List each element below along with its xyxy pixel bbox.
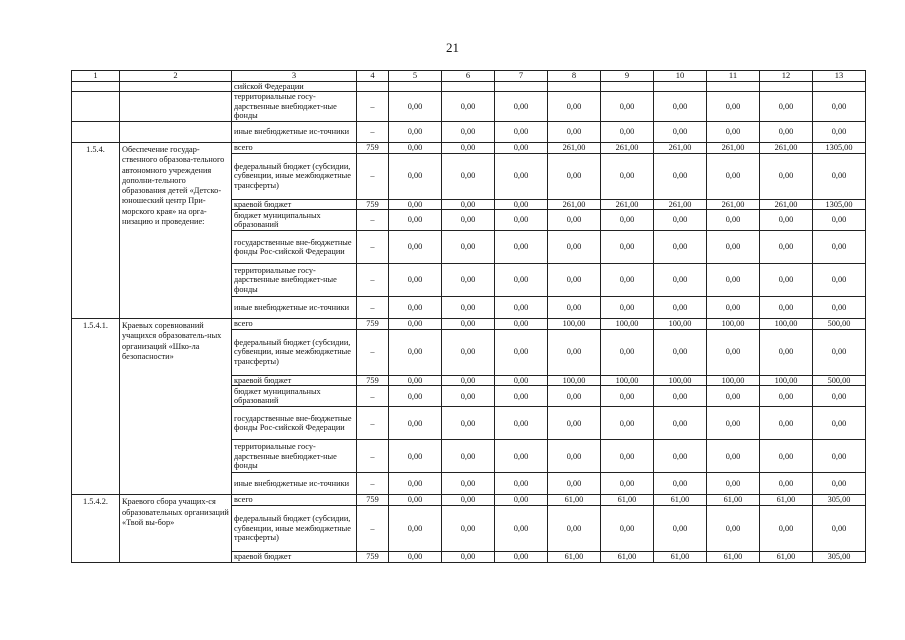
amount-cell <box>760 81 813 92</box>
amount-cell: 0,00 <box>760 231 813 264</box>
column-header: 7 <box>495 71 548 82</box>
activity-name-cell <box>120 81 232 92</box>
amount-cell: 0,00 <box>442 329 495 375</box>
section-number-cell <box>72 121 120 142</box>
funding-source-cell: федеральный бюджет (субсидии, субвенции, иные межбюджетные трансферты) <box>232 153 357 199</box>
amount-cell: 61,00 <box>654 551 707 562</box>
amount-cell: 0,00 <box>495 386 548 407</box>
funding-source-cell: федеральный бюджет (субсидии, субвенции, иные межбюджетные трансферты) <box>232 329 357 375</box>
amount-cell: 0,00 <box>601 505 654 551</box>
column-header: 13 <box>813 71 866 82</box>
amount-cell: 0,00 <box>707 505 760 551</box>
amount-cell: 500,00 <box>813 375 866 386</box>
amount-cell: 0,00 <box>495 92 548 122</box>
column-header: 3 <box>232 71 357 82</box>
amount-cell: 0,00 <box>760 505 813 551</box>
amount-cell: 0,00 <box>495 551 548 562</box>
amount-cell: 0,00 <box>707 386 760 407</box>
budget-code-cell: 759 <box>357 199 389 210</box>
amount-cell: 100,00 <box>654 375 707 386</box>
amount-cell: 0,00 <box>654 297 707 319</box>
funding-source-cell: территориальные госу-дарственные внебюджет-ные фонды <box>232 264 357 297</box>
budget-code-cell: – <box>357 264 389 297</box>
amount-cell: 0,00 <box>707 297 760 319</box>
amount-cell: 0,00 <box>495 142 548 153</box>
amount-cell: 261,00 <box>548 142 601 153</box>
budget-code-cell: – <box>357 386 389 407</box>
funding-source-cell: иные внебюджетные ис-точники <box>232 473 357 495</box>
amount-cell: 0,00 <box>442 199 495 210</box>
budget-code-cell: 759 <box>357 375 389 386</box>
amount-cell: 100,00 <box>548 375 601 386</box>
amount-cell: 61,00 <box>601 495 654 506</box>
amount-cell: 0,00 <box>548 231 601 264</box>
amount-cell: 0,00 <box>442 440 495 473</box>
amount-cell: 61,00 <box>760 551 813 562</box>
amount-cell: 0,00 <box>548 92 601 122</box>
page-number: 21 <box>446 40 459 55</box>
amount-cell: 0,00 <box>654 153 707 199</box>
amount-cell: 100,00 <box>760 375 813 386</box>
amount-cell: 0,00 <box>707 440 760 473</box>
amount-cell: 0,00 <box>548 473 601 495</box>
amount-cell: 0,00 <box>389 505 442 551</box>
funding-source-cell: иные внебюджетные ис-точники <box>232 297 357 319</box>
amount-cell <box>548 81 601 92</box>
amount-cell: 305,00 <box>813 551 866 562</box>
funding-source-cell: всего <box>232 142 357 153</box>
section-number-cell <box>72 92 120 122</box>
amount-cell: 0,00 <box>707 407 760 440</box>
amount-cell: 0,00 <box>760 386 813 407</box>
amount-cell: 261,00 <box>548 199 601 210</box>
budget-code-cell: 759 <box>357 319 389 330</box>
amount-cell: 100,00 <box>707 319 760 330</box>
funding-source-cell: федеральный бюджет (субсидии, субвенции, иные межбюджетные трансферты) <box>232 505 357 551</box>
amount-cell: 0,00 <box>389 375 442 386</box>
budget-table <box>71 70 866 563</box>
amount-cell: 61,00 <box>601 551 654 562</box>
amount-cell: 0,00 <box>495 473 548 495</box>
table-row <box>72 81 866 92</box>
amount-cell: 0,00 <box>442 386 495 407</box>
amount-cell: 0,00 <box>601 210 654 231</box>
amount-cell: 0,00 <box>760 264 813 297</box>
amount-cell: 0,00 <box>813 386 866 407</box>
amount-cell: 0,00 <box>813 329 866 375</box>
amount-cell: 0,00 <box>654 329 707 375</box>
amount-cell: 0,00 <box>707 473 760 495</box>
column-header: 10 <box>654 71 707 82</box>
amount-cell: 61,00 <box>707 551 760 562</box>
amount-cell: 0,00 <box>389 264 442 297</box>
budget-code-cell: – <box>357 297 389 319</box>
amount-cell: 0,00 <box>495 495 548 506</box>
amount-cell: 0,00 <box>548 264 601 297</box>
table-row <box>72 142 866 153</box>
amount-cell: 0,00 <box>601 440 654 473</box>
amount-cell: 0,00 <box>601 329 654 375</box>
amount-cell: 0,00 <box>707 153 760 199</box>
column-header: 12 <box>760 71 813 82</box>
column-header: 11 <box>707 71 760 82</box>
amount-cell: 0,00 <box>654 264 707 297</box>
amount-cell: 0,00 <box>495 505 548 551</box>
budget-code-cell <box>357 81 389 92</box>
amount-cell: 0,00 <box>760 210 813 231</box>
budget-code-cell: 759 <box>357 142 389 153</box>
funding-source-cell: территориальные госу-дарственные внебюджет-ные фонды <box>232 92 357 122</box>
funding-source-cell: бюджет муниципальных образований <box>232 210 357 231</box>
amount-cell: 0,00 <box>707 121 760 142</box>
amount-cell: 0,00 <box>442 297 495 319</box>
amount-cell: 0,00 <box>442 264 495 297</box>
budget-code-cell: – <box>357 440 389 473</box>
amount-cell: 261,00 <box>707 142 760 153</box>
amount-cell: 0,00 <box>442 375 495 386</box>
amount-cell: 0,00 <box>389 297 442 319</box>
funding-source-cell: всего <box>232 495 357 506</box>
funding-source-cell: государственные вне-бюджетные фонды Рос-сийской Федерации <box>232 231 357 264</box>
budget-code-cell: – <box>357 505 389 551</box>
funding-source-cell: краевой бюджет <box>232 375 357 386</box>
amount-cell: 100,00 <box>707 375 760 386</box>
budget-code-cell: 759 <box>357 551 389 562</box>
amount-cell: 0,00 <box>389 121 442 142</box>
amount-cell: 0,00 <box>813 153 866 199</box>
column-header: 5 <box>389 71 442 82</box>
amount-cell: 0,00 <box>548 329 601 375</box>
amount-cell: 0,00 <box>495 375 548 386</box>
amount-cell: 0,00 <box>760 297 813 319</box>
amount-cell: 0,00 <box>389 495 442 506</box>
amount-cell: 100,00 <box>760 319 813 330</box>
amount-cell: 0,00 <box>813 440 866 473</box>
amount-cell: 261,00 <box>601 142 654 153</box>
amount-cell: 0,00 <box>389 319 442 330</box>
amount-cell: 0,00 <box>813 297 866 319</box>
funding-source-cell: иные внебюджетные ис-точники <box>232 121 357 142</box>
table-row <box>72 495 866 506</box>
amount-cell: 0,00 <box>654 92 707 122</box>
amount-cell: 261,00 <box>760 142 813 153</box>
amount-cell: 0,00 <box>707 264 760 297</box>
amount-cell: 0,00 <box>495 231 548 264</box>
section-number-cell: 1.5.4. <box>72 142 120 318</box>
column-header: 8 <box>548 71 601 82</box>
amount-cell: 0,00 <box>389 210 442 231</box>
amount-cell: 0,00 <box>442 407 495 440</box>
amount-cell: 0,00 <box>389 231 442 264</box>
activity-name-cell: Краевых соревнований учащихся образователь-ных организаций «Шко-ла безопасности» <box>120 319 232 495</box>
column-header: 9 <box>601 71 654 82</box>
amount-cell: 0,00 <box>813 210 866 231</box>
funding-source-cell: всего <box>232 319 357 330</box>
amount-cell: 0,00 <box>495 407 548 440</box>
amount-cell: 0,00 <box>760 92 813 122</box>
amount-cell: 261,00 <box>601 199 654 210</box>
amount-cell: 0,00 <box>442 505 495 551</box>
funding-source-cell: бюджет муниципальных образований <box>232 386 357 407</box>
activity-name-cell: Краевого сбора учащих-ся образовательных организаций «Твой вы-бор» <box>120 495 232 562</box>
amount-cell: 61,00 <box>707 495 760 506</box>
amount-cell: 0,00 <box>442 231 495 264</box>
amount-cell: 0,00 <box>389 551 442 562</box>
amount-cell: 0,00 <box>548 440 601 473</box>
amount-cell: 0,00 <box>389 386 442 407</box>
amount-cell: 0,00 <box>813 264 866 297</box>
amount-cell: 100,00 <box>654 319 707 330</box>
amount-cell: 261,00 <box>654 142 707 153</box>
amount-cell: 0,00 <box>495 440 548 473</box>
amount-cell: 0,00 <box>389 92 442 122</box>
column-number-row <box>72 71 866 82</box>
activity-name-cell <box>120 121 232 142</box>
amount-cell: 0,00 <box>601 231 654 264</box>
amount-cell: 261,00 <box>760 199 813 210</box>
amount-cell: 0,00 <box>707 329 760 375</box>
amount-cell: 0,00 <box>442 121 495 142</box>
amount-cell: 100,00 <box>548 319 601 330</box>
amount-cell: 0,00 <box>442 473 495 495</box>
amount-cell: 0,00 <box>548 505 601 551</box>
amount-cell: 0,00 <box>601 121 654 142</box>
table-row <box>72 92 866 122</box>
amount-cell: 0,00 <box>495 264 548 297</box>
amount-cell: 61,00 <box>548 551 601 562</box>
amount-cell: 0,00 <box>813 407 866 440</box>
funding-source-cell: краевой бюджет <box>232 551 357 562</box>
table-row <box>72 319 866 330</box>
amount-cell: 1305,00 <box>813 142 866 153</box>
amount-cell: 305,00 <box>813 495 866 506</box>
budget-code-cell: – <box>357 210 389 231</box>
column-header: 2 <box>120 71 232 82</box>
funding-source-cell: краевой бюджет <box>232 199 357 210</box>
amount-cell: 0,00 <box>601 264 654 297</box>
amount-cell: 0,00 <box>654 210 707 231</box>
amount-cell: 0,00 <box>813 473 866 495</box>
amount-cell: 500,00 <box>813 319 866 330</box>
amount-cell <box>654 81 707 92</box>
amount-cell: 0,00 <box>760 329 813 375</box>
amount-cell: 0,00 <box>389 153 442 199</box>
amount-cell: 0,00 <box>548 153 601 199</box>
activity-name-cell: Обеспечение государ-ственного образова-тельного автономного учреждения дополни-тельного образования детей «Детско-юношеский центр При-морского края» на орга-низацию и проведение: <box>120 142 232 318</box>
amount-cell: 0,00 <box>389 199 442 210</box>
amount-cell: 0,00 <box>442 92 495 122</box>
amount-cell: 0,00 <box>495 153 548 199</box>
amount-cell: 0,00 <box>389 329 442 375</box>
amount-cell: 0,00 <box>601 473 654 495</box>
budget-code-cell: – <box>357 329 389 375</box>
amount-cell: 0,00 <box>813 121 866 142</box>
amount-cell <box>813 81 866 92</box>
amount-cell: 0,00 <box>654 121 707 142</box>
amount-cell: 0,00 <box>548 210 601 231</box>
amount-cell: 0,00 <box>654 407 707 440</box>
column-header: 1 <box>72 71 120 82</box>
amount-cell: 0,00 <box>813 231 866 264</box>
amount-cell: 0,00 <box>389 473 442 495</box>
amount-cell: 0,00 <box>548 407 601 440</box>
amount-cell: 0,00 <box>495 199 548 210</box>
budget-code-cell: – <box>357 407 389 440</box>
section-number-cell <box>72 81 120 92</box>
table-row <box>72 121 866 142</box>
section-number-cell: 1.5.4.2. <box>72 495 120 562</box>
column-header: 4 <box>357 71 389 82</box>
amount-cell: 0,00 <box>495 210 548 231</box>
amount-cell: 0,00 <box>389 142 442 153</box>
amount-cell: 0,00 <box>601 153 654 199</box>
amount-cell: 0,00 <box>654 440 707 473</box>
amount-cell: 0,00 <box>601 386 654 407</box>
amount-cell: 0,00 <box>760 473 813 495</box>
amount-cell: 0,00 <box>548 386 601 407</box>
amount-cell: 0,00 <box>707 210 760 231</box>
amount-cell: 0,00 <box>707 231 760 264</box>
amount-cell: 0,00 <box>813 92 866 122</box>
amount-cell: 0,00 <box>442 142 495 153</box>
amount-cell: 0,00 <box>707 92 760 122</box>
amount-cell: 0,00 <box>442 551 495 562</box>
table-body <box>72 81 866 562</box>
section-number-cell: 1.5.4.1. <box>72 319 120 495</box>
amount-cell: 0,00 <box>654 505 707 551</box>
amount-cell <box>707 81 760 92</box>
amount-cell: 0,00 <box>495 319 548 330</box>
amount-cell: 0,00 <box>601 92 654 122</box>
amount-cell <box>389 81 442 92</box>
amount-cell <box>442 81 495 92</box>
amount-cell: 1305,00 <box>813 199 866 210</box>
amount-cell: 0,00 <box>654 386 707 407</box>
budget-code-cell: – <box>357 92 389 122</box>
budget-code-cell: – <box>357 473 389 495</box>
amount-cell: 0,00 <box>442 495 495 506</box>
amount-cell: 0,00 <box>548 121 601 142</box>
amount-cell: 0,00 <box>601 407 654 440</box>
amount-cell: 100,00 <box>601 375 654 386</box>
budget-code-cell: – <box>357 121 389 142</box>
amount-cell: 0,00 <box>760 440 813 473</box>
budget-code-cell: – <box>357 153 389 199</box>
budget-code-cell: 759 <box>357 495 389 506</box>
budget-code-cell: – <box>357 231 389 264</box>
column-header: 6 <box>442 71 495 82</box>
amount-cell: 0,00 <box>760 153 813 199</box>
activity-name-cell <box>120 92 232 122</box>
funding-source-cell: территориальные госу-дарственные внебюджет-ные фонды <box>232 440 357 473</box>
amount-cell: 0,00 <box>654 231 707 264</box>
amount-cell <box>495 81 548 92</box>
amount-cell: 0,00 <box>389 440 442 473</box>
amount-cell: 0,00 <box>654 473 707 495</box>
funding-source-cell: государственные вне-бюджетные фонды Рос-сийской Федерации <box>232 407 357 440</box>
amount-cell: 0,00 <box>813 505 866 551</box>
amount-cell: 0,00 <box>389 407 442 440</box>
amount-cell: 0,00 <box>495 297 548 319</box>
funding-source-cell: сийской Федерации <box>232 81 357 92</box>
amount-cell: 0,00 <box>442 319 495 330</box>
amount-cell: 0,00 <box>495 329 548 375</box>
amount-cell: 0,00 <box>548 297 601 319</box>
amount-cell: 0,00 <box>601 297 654 319</box>
amount-cell: 0,00 <box>760 121 813 142</box>
amount-cell: 100,00 <box>601 319 654 330</box>
amount-cell: 0,00 <box>495 121 548 142</box>
amount-cell: 0,00 <box>442 153 495 199</box>
amount-cell <box>601 81 654 92</box>
amount-cell: 61,00 <box>548 495 601 506</box>
amount-cell: 0,00 <box>442 210 495 231</box>
amount-cell: 261,00 <box>654 199 707 210</box>
amount-cell: 0,00 <box>760 407 813 440</box>
amount-cell: 61,00 <box>760 495 813 506</box>
amount-cell: 61,00 <box>654 495 707 506</box>
amount-cell: 261,00 <box>707 199 760 210</box>
